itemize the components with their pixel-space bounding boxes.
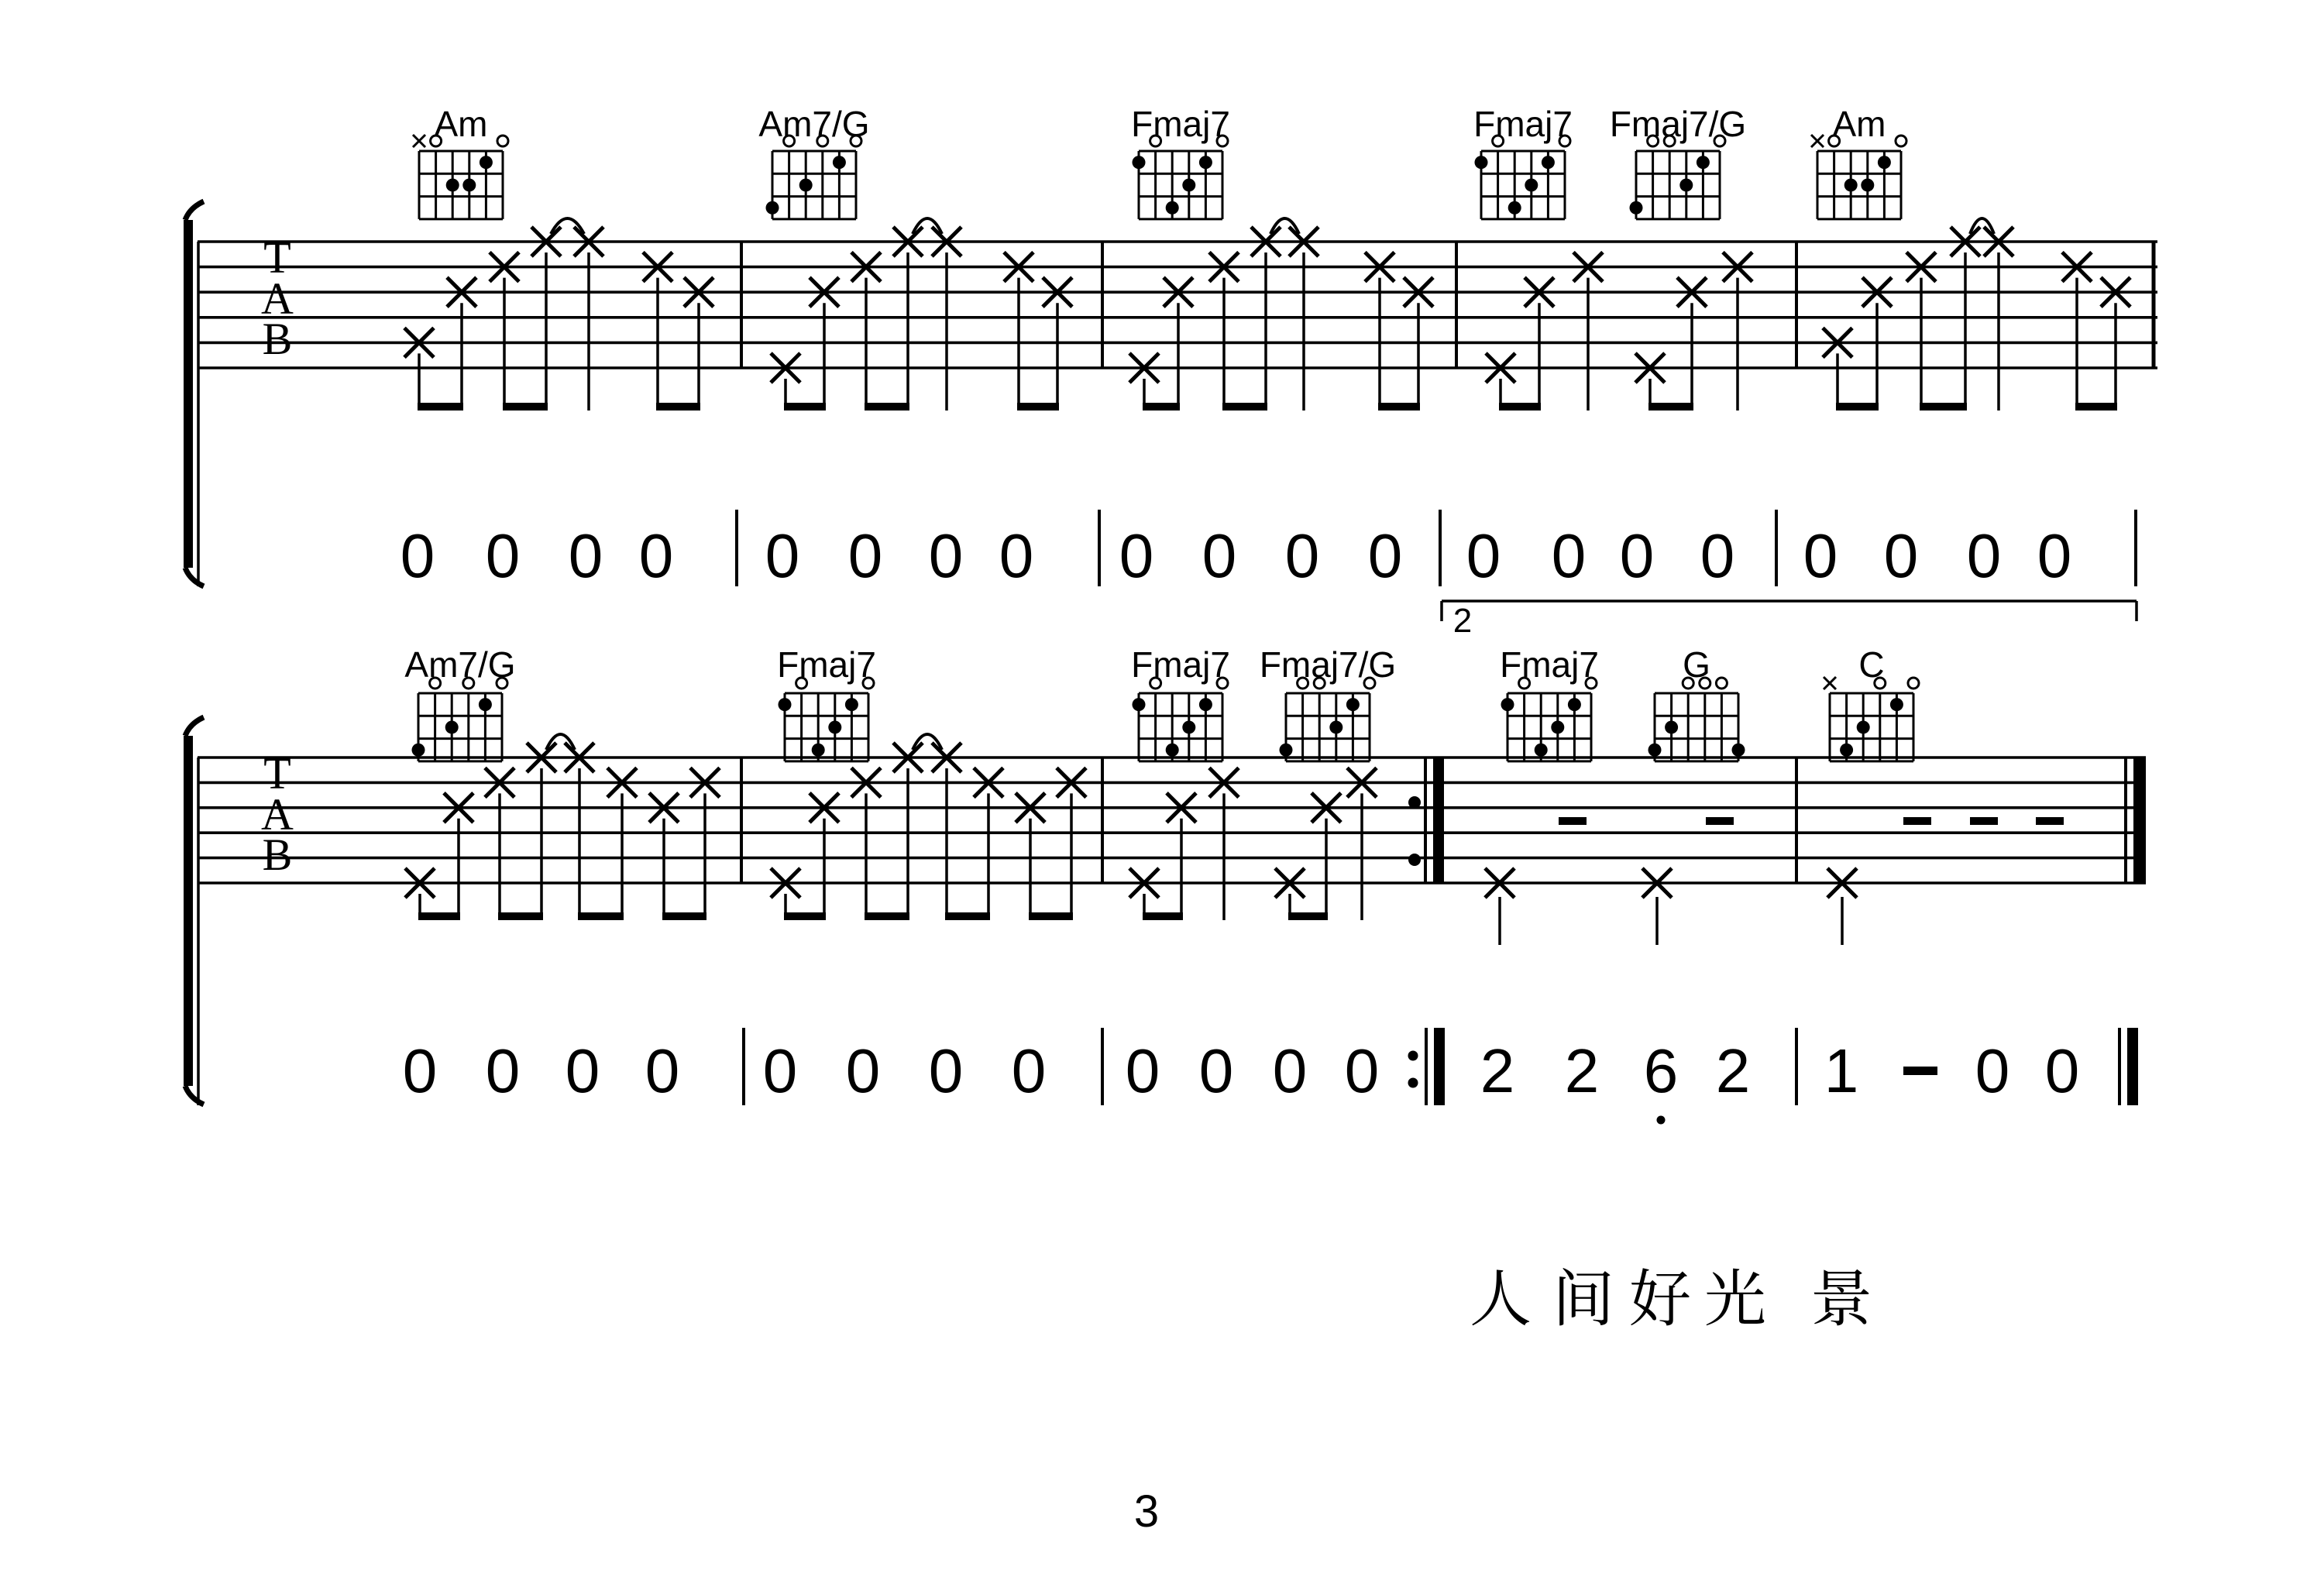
melody-number: 0 [1619, 521, 1655, 590]
finger-dot [1857, 720, 1870, 733]
number-line [403, 1028, 2138, 1125]
open-string-marker [1896, 136, 1906, 146]
melody-number: 0 [999, 521, 1034, 590]
lyric-char: 间 [1552, 1263, 1614, 1335]
eighth-beam [784, 403, 826, 411]
melody-number: 0 [1700, 521, 1735, 590]
eighth-beam [1143, 403, 1180, 411]
chord-label: C [1858, 644, 1885, 685]
muted-string-marker [1824, 677, 1836, 689]
repeat-dot [1408, 1078, 1418, 1088]
melody-number: 0 [638, 521, 674, 590]
eighth-beam [865, 912, 909, 920]
system-2 [184, 644, 2146, 1125]
melody-number: 0 [845, 1036, 881, 1105]
chord-diagram [1610, 104, 1746, 219]
finger-dot [766, 201, 779, 215]
tab-notes [405, 734, 1857, 945]
eighth-beam [865, 403, 909, 411]
melody-number: 0 [1803, 521, 1838, 590]
tab-clef-letter: T [263, 232, 291, 283]
finger-dot [1878, 156, 1891, 169]
melody-number: 0 [2044, 1036, 2080, 1105]
chord-label: Am [1832, 104, 1886, 144]
chord-diagram [777, 644, 876, 761]
eighth-beam [1017, 403, 1059, 411]
chord-diagram [1131, 644, 1230, 761]
eighth-beam [503, 403, 548, 411]
system-brace [184, 717, 204, 1105]
melody-number: 0 [2037, 521, 2072, 590]
open-string-marker [1908, 678, 1919, 689]
eighth-beam [1222, 403, 1267, 411]
chord-diagram [404, 644, 515, 761]
chord-label: Fmaj7 [777, 644, 876, 685]
eighth-beam [1143, 912, 1183, 920]
melody-number: 1 [1824, 1036, 1859, 1105]
melody-number: 2 [1564, 1036, 1600, 1105]
melody-number: 0 [847, 521, 883, 590]
page-number: 3 [1133, 1486, 1160, 1537]
lyrics-line [1470, 1263, 1872, 1335]
eighth-beam [1648, 403, 1693, 411]
eighth-beam [656, 403, 700, 411]
melody-number: 0 [568, 521, 603, 590]
open-string-marker [497, 136, 508, 146]
lyric-char: 景 [1810, 1263, 1872, 1335]
melody-number: 2 [1715, 1036, 1751, 1105]
repeat-dot [1408, 796, 1421, 809]
melody-number: 0 [1198, 1036, 1234, 1105]
melody-number: 0 [1119, 521, 1154, 590]
eighth-beam [2075, 403, 2117, 411]
finger-dot [1679, 178, 1693, 191]
finger-dot [1166, 201, 1179, 215]
chord-diagram [1260, 644, 1396, 761]
chord-label: Am [434, 104, 488, 144]
finger-dot [779, 698, 792, 711]
finger-dot [1648, 744, 1662, 757]
finger-dot [1182, 720, 1195, 733]
finger-dot [1665, 720, 1678, 733]
chord-label: Fmaj7 [1473, 104, 1573, 144]
melody-number: 0 [1011, 1036, 1047, 1105]
number-final-barline [2119, 1028, 2138, 1105]
finger-dot [1133, 156, 1146, 169]
finger-dot [1630, 201, 1643, 215]
finger-dot [812, 744, 825, 757]
eighth-beam [662, 912, 706, 920]
finger-dot [1501, 698, 1514, 711]
tab-notes [404, 218, 2130, 411]
finger-dot [1199, 156, 1212, 169]
eighth-beam [498, 912, 543, 920]
final-barline [2126, 757, 2146, 883]
finger-dot [480, 156, 493, 169]
finger-dot [799, 178, 813, 191]
melody-number: 0 [765, 521, 800, 590]
chord-label: Fmaj7/G [1259, 644, 1397, 685]
finger-dot [479, 698, 492, 711]
finger-dot [1199, 698, 1212, 711]
eighth-beam [578, 912, 624, 920]
melody-number: 0 [645, 1036, 680, 1105]
tab-clef-letter: A [261, 789, 294, 840]
finger-dot [1568, 698, 1581, 711]
system-1 [184, 104, 2157, 590]
tab-clef-letter: T [263, 748, 291, 799]
end-repeat-barline [1408, 757, 1444, 883]
repeat-dot [1408, 854, 1421, 866]
number-line [401, 510, 2136, 590]
eighth-beam [1288, 912, 1328, 920]
melody-number: 0 [402, 1036, 438, 1105]
sustain-dash [1559, 817, 1587, 825]
lyric-char: 光 [1704, 1263, 1766, 1335]
finger-dot [445, 720, 459, 733]
sustain-dash [1970, 817, 1998, 825]
chord-label: Fmaj7 [1500, 644, 1599, 685]
melody-number: 0 [928, 1036, 964, 1105]
chord-diagram [413, 104, 508, 219]
chord-diagram [1473, 104, 1573, 219]
finger-dot [1890, 698, 1903, 711]
finger-dot [1535, 744, 1548, 757]
melody-number: 0 [1272, 1036, 1308, 1105]
melody-number: 0 [1551, 521, 1587, 590]
eighth-beam [418, 403, 463, 411]
sustain-dash [1903, 817, 1931, 825]
chord-diagram [758, 104, 869, 219]
finger-dot [412, 744, 425, 757]
finger-dot [462, 178, 476, 191]
sustain-dash [2036, 817, 2064, 825]
tab-clef-letter: B [262, 830, 293, 880]
melody-number: 0 [1466, 521, 1501, 590]
tab-clef-letter: B [262, 314, 293, 364]
finger-dot [1329, 720, 1342, 733]
finger-dot [1133, 698, 1146, 711]
melody-number: 0 [1344, 1036, 1380, 1105]
chord-diagram [1824, 644, 1919, 761]
finger-dot [1732, 744, 1745, 757]
melody-number: 0 [762, 1036, 798, 1105]
low-octave-dot [1657, 1116, 1666, 1125]
finger-dot [1844, 178, 1858, 191]
finger-dot [1525, 178, 1538, 191]
finger-dot [1551, 720, 1564, 733]
finger-dot [1542, 156, 1555, 169]
sustain-dash [1706, 817, 1734, 825]
finger-dot [1280, 744, 1293, 757]
chord-label: G [1683, 644, 1710, 685]
eighth-beam [1029, 912, 1073, 920]
finger-dot [845, 698, 858, 711]
eighth-beam [1836, 403, 1879, 411]
melody-number: 0 [1966, 521, 2002, 590]
melody-number: 0 [400, 521, 435, 590]
finger-dot [1346, 698, 1360, 711]
volta-number: 2 [1452, 602, 1473, 640]
melody-number: 6 [1643, 1036, 1679, 1105]
system-brace [184, 201, 204, 586]
finger-dot [1508, 201, 1521, 215]
muted-string-marker [1811, 135, 1824, 147]
melody-number: 0 [1202, 521, 1237, 590]
finger-dot [828, 720, 841, 733]
tab-staff [198, 757, 2146, 883]
chord-diagram [1131, 104, 1230, 219]
chord-label: Fmaj7 [1131, 644, 1230, 685]
tab-clef-letter: A [261, 273, 294, 324]
chord-diagram [1500, 644, 1599, 761]
finger-dot [1840, 744, 1853, 757]
melody-number: 2 [1480, 1036, 1515, 1105]
chord-diagram [1811, 104, 1906, 219]
chord-label: Am7/G [758, 104, 870, 144]
chord-label: Fmaj7 [1131, 104, 1230, 144]
melody-number: 0 [485, 521, 521, 590]
finger-dot [1697, 156, 1710, 169]
finger-dot [1475, 156, 1488, 169]
melody-number: 0 [1975, 1036, 2010, 1105]
open-string-marker [1716, 678, 1727, 689]
melody-number: 0 [1367, 521, 1403, 590]
eighth-beam [784, 912, 826, 920]
finger-dot [1861, 178, 1874, 191]
melody-number: 0 [1125, 1036, 1160, 1105]
finger-dot [446, 178, 459, 191]
chord-diagram [1648, 644, 1745, 761]
melody-number: 0 [928, 521, 964, 590]
melody-number: 0 [1284, 521, 1320, 590]
finger-dot [1182, 178, 1195, 191]
muted-string-marker [413, 135, 425, 147]
finger-dot [1166, 744, 1179, 757]
melody-dash [1903, 1067, 1937, 1075]
number-end-repeat [1408, 1028, 1446, 1105]
chord-label: Fmaj7/G [1609, 104, 1747, 144]
eighth-beam [945, 912, 990, 920]
melody-number: 0 [565, 1036, 600, 1105]
melody-number: 0 [485, 1036, 521, 1105]
melody-number: 0 [1883, 521, 1919, 590]
eighth-beam [1920, 403, 1967, 411]
eighth-beam [1499, 403, 1541, 411]
repeat-dot [1408, 1051, 1418, 1061]
lyric-char: 好 [1629, 1263, 1691, 1335]
finger-dot [833, 156, 846, 169]
volta-bracket [1442, 601, 2137, 640]
chord-label: Am7/G [404, 644, 516, 685]
eighth-beam [418, 912, 460, 920]
lyric-char: 人 [1470, 1263, 1532, 1335]
eighth-beam [1378, 403, 1420, 411]
